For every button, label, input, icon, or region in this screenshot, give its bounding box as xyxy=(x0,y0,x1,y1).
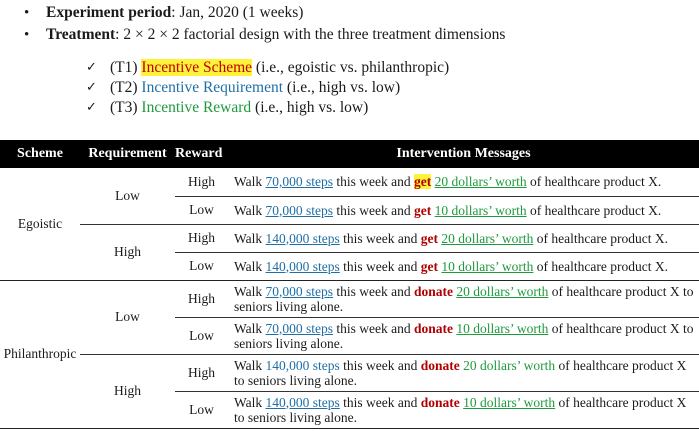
treatment-code: (T1) xyxy=(110,59,138,76)
treatment-code: (T3) xyxy=(110,99,138,116)
bullet-dot-icon: • xyxy=(24,5,30,21)
cell-reward: Low xyxy=(175,252,228,280)
bullet-text: : 2 × 2 × 2 factorial design with the three treatment dimensions xyxy=(115,26,506,43)
treatment-name-scheme: Incentive Scheme xyxy=(141,59,253,76)
cell-message: Walk 70,000 steps this week and get 10 dollars’ worth of healthcare product X. xyxy=(228,196,699,224)
steps-link: 140,000 steps xyxy=(265,230,340,246)
cell-message: Walk 140,000 steps this week and donate 20 dollars’ worth of healthcare product X to seniors living alone. xyxy=(228,354,699,391)
dollars-link: 10 dollars’ worth xyxy=(463,394,556,410)
treatment-name-requirement: Incentive Requirement xyxy=(141,79,284,96)
dollars-link: 10 dollars’ worth xyxy=(456,320,549,336)
treatment-desc: (i.e., high vs. low) xyxy=(255,99,369,116)
steps-link: 140,000 steps xyxy=(265,258,340,274)
treatment-desc: (i.e., high vs. low) xyxy=(286,79,401,96)
dollars-link: 10 dollars’ worth xyxy=(441,258,534,274)
cell-reward: High xyxy=(188,173,215,189)
treatment-desc: (i.e., egoistic vs. philanthropic) xyxy=(255,59,450,76)
treatment-code: (T2) xyxy=(110,79,138,96)
cell-message: Walk 70,000 steps this week and donate 10 dollars’ worth of healthcare product X to seniors living alone. xyxy=(228,317,699,354)
dollars-link: 20 dollars’ worth xyxy=(463,357,556,373)
table-row xyxy=(0,168,699,196)
action-word: donate xyxy=(420,394,460,410)
cell-reward: High xyxy=(175,224,228,252)
table-header-row xyxy=(0,140,699,168)
steps-link: 70,000 steps xyxy=(265,283,334,299)
bullet-label: Treatment xyxy=(46,26,116,43)
cell-reward: Low xyxy=(175,391,228,428)
table-row xyxy=(0,354,699,391)
dollars-link: 10 dollars’ worth xyxy=(434,202,527,218)
action-word: donate xyxy=(414,320,454,336)
bullet-text: : Jan, 2020 (1 weeks) xyxy=(171,4,304,21)
header-requirement: Requirement xyxy=(88,146,167,161)
cell-reward: Low xyxy=(175,317,228,354)
checkmark-icon: ✓ xyxy=(86,60,97,75)
table-row xyxy=(0,224,699,252)
dollars-link: 20 dollars’ worth xyxy=(456,283,549,299)
steps-link: 140,000 steps xyxy=(265,394,340,410)
dollars-link: 20 dollars’ worth xyxy=(441,230,534,246)
header-messages: Intervention Messages xyxy=(396,146,531,161)
action-word: get xyxy=(420,258,439,274)
checkmark-icon: ✓ xyxy=(86,100,97,115)
action-word: get xyxy=(414,202,432,218)
bullet-dot-icon: • xyxy=(24,27,30,43)
table-row xyxy=(0,280,699,317)
steps-link: 140,000 steps xyxy=(265,357,340,373)
cell-message: Walk 140,000 steps this week and donate 10 dollars’ worth of healthcare product X to seniors living alone. xyxy=(228,391,699,428)
treatment-name-reward: Incentive Reward xyxy=(141,99,252,116)
cell-reward: Low xyxy=(175,196,228,224)
cell-reward: High xyxy=(175,354,228,391)
action-word: get xyxy=(414,174,432,190)
cell-requirement: Low xyxy=(115,309,140,324)
cell-message: Walk 70,000 steps this week and donate 20 dollars’ worth of healthcare product X to seniors living alone. xyxy=(234,283,694,314)
cell-scheme-egoistic: Egoistic xyxy=(0,168,80,280)
action-word: donate xyxy=(420,357,460,373)
intervention-table xyxy=(0,140,699,429)
cell-scheme-philanthropic: Philanthropic xyxy=(0,280,80,428)
action-word: get xyxy=(420,230,439,246)
steps-link: 70,000 steps xyxy=(265,202,334,218)
cell-message: Walk 70,000 steps this week and get 20 dollars’ worth of healthcare product X. xyxy=(234,174,662,190)
cell-message: Walk 140,000 steps this week and get 20 dollars’ worth of healthcare product X. xyxy=(228,224,699,252)
cell-reward: High xyxy=(188,290,215,306)
header-scheme: Scheme xyxy=(17,146,63,161)
header-reward: Reward xyxy=(175,146,223,161)
cell-message: Walk 140,000 steps this week and get 10 dollars’ worth of healthcare product X. xyxy=(228,252,699,280)
cell-requirement: High xyxy=(80,354,175,428)
steps-link: 70,000 steps xyxy=(265,320,334,336)
steps-link: 70,000 steps xyxy=(265,174,334,190)
cell-requirement: Low xyxy=(115,187,140,203)
bullet-label: Experiment period xyxy=(46,4,172,21)
cell-requirement: High xyxy=(80,224,175,280)
action-word: donate xyxy=(414,283,454,299)
checkmark-icon: ✓ xyxy=(86,80,97,95)
dollars-link: 20 dollars’ worth xyxy=(434,174,527,190)
